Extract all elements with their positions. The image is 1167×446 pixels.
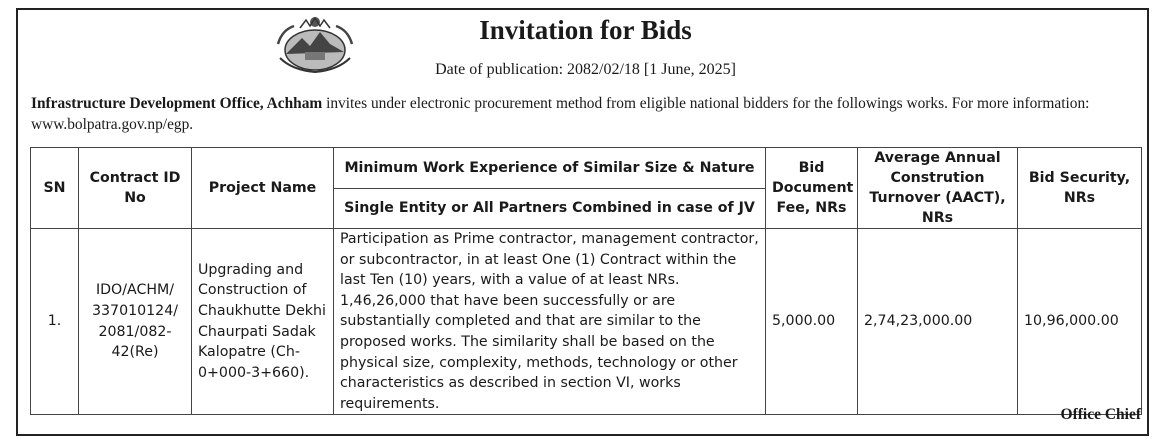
cell-experience: Participation as Prime contractor, management contractor, or subcontractor, in at least One (1) Contract within the last Ten (10) years, with a value of at least NRs. 1,46,26,000 that have been successfully or are substantially completed and that are similar to the proposed works. The similarity shall be based on the physical size, complexity, methods, technology or other characteristics as described in section VI, works requirements. (334, 229, 766, 415)
cell-project-name: Upgrading and Construction of Chaukhutte Dekhi Chaurpati Sadak Kalopatre (Ch-0+000-3+660). (192, 229, 334, 415)
header-project-name: Project Name (192, 148, 334, 229)
publication-date: Date of publication: 2082/02/18 [1 June, 2025] (435, 61, 736, 78)
header-bid-fee: Bid Document Fee, NRs (766, 148, 858, 229)
cell-sn: 1. (31, 229, 79, 415)
page-title: Invitation for Bids (479, 15, 692, 45)
cell-bid-security: 10,96,000.00 (1018, 229, 1142, 415)
header-experience: Minimum Work Experience of Similar Size & Nature (334, 148, 766, 189)
office-name: Infrastructure Development Office, Achham (31, 95, 323, 112)
header-bid-security: Bid Security, NRs (1018, 148, 1142, 229)
intro-paragraph (31, 93, 1146, 135)
table-row (31, 229, 1142, 415)
header-aact: Average Annual Constrution Turnover (AACT), NRs (858, 148, 1018, 229)
header-experience-sub: Single Entity or All Partners Combined in case of JV (334, 188, 766, 229)
intro-text: invites under electronic procurement method from eligible national bidders for the followings works. For more information: www.bolpatra.gov.np/egp. (31, 95, 1090, 133)
header-sn: SN (31, 148, 79, 229)
signatory: Office Chief (1060, 406, 1141, 423)
cell-contract-id: IDO/ACHM/ 337010124/ 2081/082-42(Re) (79, 229, 192, 415)
bids-table (30, 147, 1142, 415)
header-contract-id: Contract ID No (79, 148, 192, 229)
cell-bid-fee: 5,000.00 (766, 229, 858, 415)
cell-aact: 2,74,23,000.00 (858, 229, 1018, 415)
